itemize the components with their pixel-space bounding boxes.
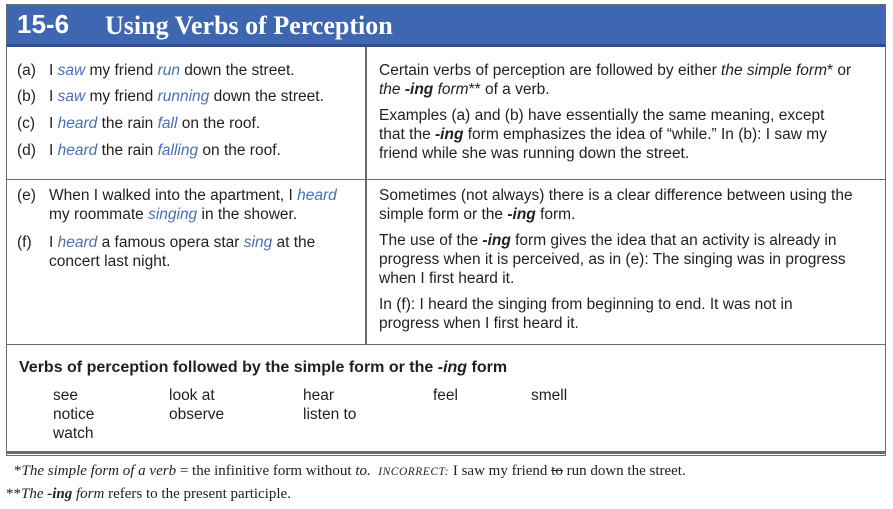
verb-observe: observe — [169, 406, 225, 423]
verb-listen-to: listen to — [303, 406, 357, 423]
explanation-2: Sometimes (not always) there is a clear difference between using the simple form or the -ing form. The use of the -ing form gives the idea that an activity is already in progress when it is perceived, as in (e): The singing was in progress when I first heard it. In (f): I heard the singing from beginning to end. It was not in progress when I first heard it. — [379, 187, 853, 332]
chart-row-2: (e) When I walked into the apartment, I heard my roommate singing in the shower. (f) I heard a famous opera star sing at the concert last night. Sometimes (not always) there is a clear difference between using the simple form or the -ing form. The use of the -ing form gives the idea that an activity is already in progress when it is perceived, as in (e): The singing was in progress when I first heard it. In (f): I heard the singing from beginning to end. It was not in progress when I first heard it. — [7, 180, 885, 345]
chart-row-1: (a) I saw my friend run down the street. (b) I saw my friend running down the street. (c) I heard the rain fall on the roof. (d) I heard the rain falling on the roof. Certain verbs of perception are followed by either the simple form* or the -ing form** of a verb. Examples (a) and (b) have essentially the same meaning, except that the -ing form emphasizes the idea of “while.” In (b): I saw my friend while she was running down the street. — [7, 47, 885, 180]
verb-smell: smell — [531, 387, 568, 404]
verbs-section — [7, 345, 885, 455]
grammar-chart — [6, 4, 886, 456]
bottom-rule — [6, 451, 886, 454]
verb-look-at: look at — [169, 387, 215, 404]
footnote-1: *The simple form of a verb = the infinitive form without to. INCORRECT: I saw my friend to run down the street. — [14, 463, 686, 479]
verb-notice: notice — [53, 406, 95, 423]
verb-see: see — [53, 387, 78, 404]
column-divider — [365, 180, 367, 344]
footnote-2: **The -ing form refers to the present participle. — [6, 486, 291, 502]
verbs-heading: Verbs of perception followed by the simple form or the -ing form — [19, 359, 508, 376]
verb-hear: hear — [303, 387, 335, 404]
section-title: Using Verbs of Perception — [105, 11, 393, 40]
explanation-1: Certain verbs of perception are followed by either the simple form* or the -ing form** of a verb. Examples (a) and (b) have essentially the same meaning, except that the -ing form emphasizes the idea of “while.” In (b): I saw my friend while she was running down the street. — [379, 62, 852, 162]
verb-feel: feel — [433, 387, 458, 404]
verb-watch: watch — [53, 425, 94, 442]
column-divider — [365, 47, 367, 179]
section-number: 15-6 — [17, 9, 70, 39]
chart-header — [7, 5, 885, 47]
